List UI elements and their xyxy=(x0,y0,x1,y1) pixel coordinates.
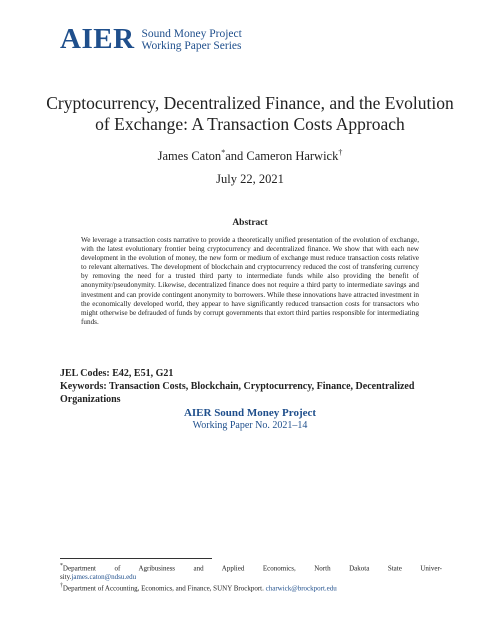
jel-codes: JEL Codes: E42, E51, G21 xyxy=(60,368,174,379)
author-1: James Caton xyxy=(157,149,222,164)
footnote-1-email-link[interactable]: james.caton@ndsu.edu xyxy=(71,573,137,582)
series-header xyxy=(60,25,242,54)
footnote-1-text: Department of Agribusiness and Applied Economics, North Dakota State Univer- xyxy=(62,564,442,573)
footnote-2-email-link[interactable]: charwick@brockport.edu xyxy=(265,584,337,593)
abstract-text: We leverage a transaction costs narrative to provide a theoretically unified presentation of the evolution of exchange, with the latest evolutionary frontier being cryptocurrency and decentralized finance. We show that with each new development in the evolution of money, the new form or medium of exchange must reduce transaction costs relative to relevant alternatives. The development of blockchain and cryptocurrency reduced the cost of transfering currency by removing the need for a trusted third party to intermediate funds while also providing the benefit of anonymity/pseudonymity. Likewise, decentralized finance does not require a third party to intermediate savings and investment and can provide contingent anonymity to borrowers. While these innovations have attracted investment in the economically developed world, they appear to have significantly reduced transaction costs for transactors who might otherwise be defrauded of funds by corrupt governments that extort third parties responsible for intermediating funds. xyxy=(81,236,419,326)
footnote-2-mark: † xyxy=(60,583,63,590)
footnotes xyxy=(60,562,442,594)
keywords: Keywords: Transaction Costs, Blockchain, Cryptocurrency, Finance, Decentralized Organizations xyxy=(60,381,415,405)
working-paper-series-title: AIER Sound Money Project xyxy=(183,407,317,419)
author-2-footnote-mark: † xyxy=(338,148,343,157)
author-2: Cameron Harwick xyxy=(246,149,339,164)
author-connector: and xyxy=(225,149,244,164)
paper-date: July 22, 2021 xyxy=(216,172,284,186)
series-line-2: Working Paper Series xyxy=(141,39,242,52)
paper-title: Cryptocurrency, Decentralized Finance, and the Evolution of Exchange: A Transaction Costs Approach xyxy=(46,93,454,134)
footnote-1-continued xyxy=(60,573,442,582)
aier-logo: AIER xyxy=(60,23,135,55)
working-paper-number: Working Paper No. 2021–14 xyxy=(192,420,308,431)
footnote-2 xyxy=(60,582,442,593)
author-1-footnote-mark: * xyxy=(221,148,226,157)
footnote-2-text: Department of Accounting, Economics, and Finance, SUNY Brockport. xyxy=(62,584,264,593)
author-line xyxy=(0,148,500,164)
series-line-1: Sound Money Project xyxy=(141,27,242,40)
series-name xyxy=(142,28,242,52)
footnote-divider xyxy=(60,558,212,559)
footnote-1 xyxy=(60,562,442,573)
footnote-1-continuation: sity. xyxy=(60,573,72,582)
abstract-heading: Abstract xyxy=(232,218,268,228)
footnote-1-mark: * xyxy=(60,563,63,569)
